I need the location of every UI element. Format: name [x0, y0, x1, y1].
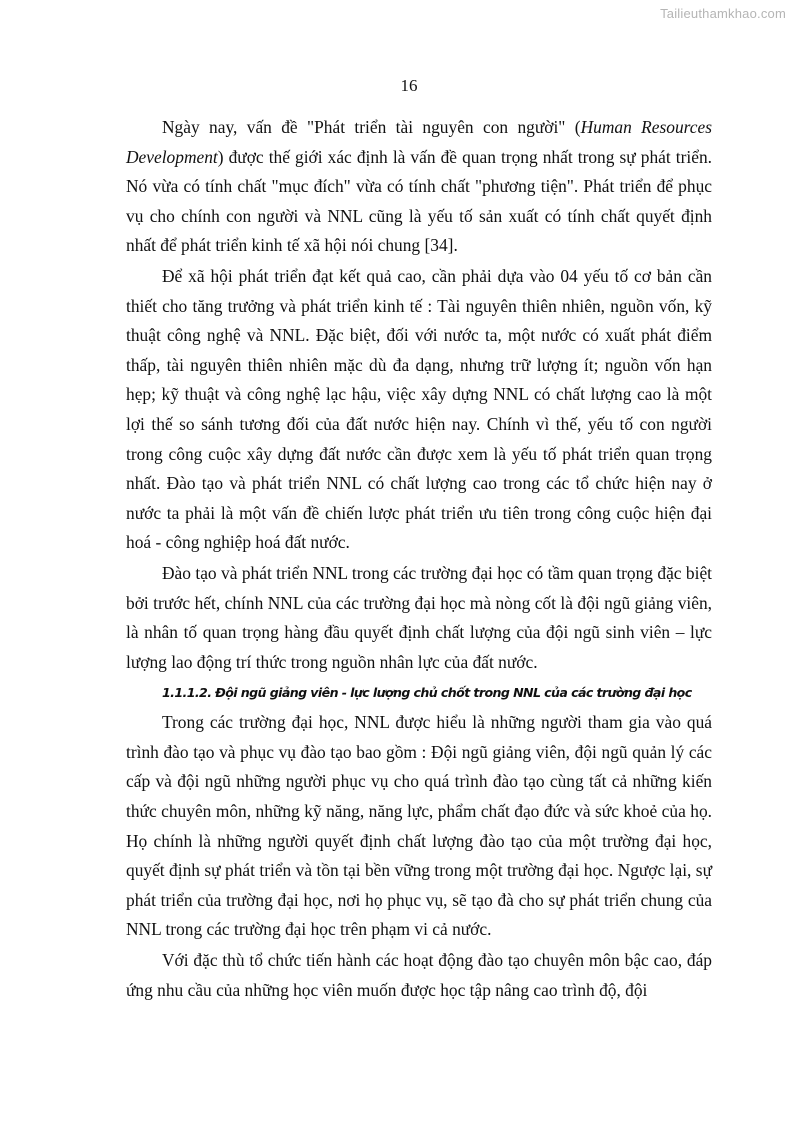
section-heading: 1.1.1.2. Đội ngũ giảng viên - lực lượng chủ chốt trong NNL của các trường đại học — [162, 685, 692, 701]
page-number: 16 — [400, 76, 418, 95]
paragraph-1 — [126, 113, 712, 261]
watermark: Tailieuthamkhao.com — [660, 6, 786, 21]
paragraph-5: Với đặc thù tổ chức tiến hành các hoạt động đào tạo chuyên môn bậc cao, đáp ứng nhu cầu của những học viên muốn được học tập nâng cao trình độ, đội — [126, 950, 712, 1000]
paragraph-1-text-end: ) được thế giới xác định là vấn đề quan trọng nhất trong sự phát triển. Nó vừa có tính chất "mục đích" vừa có tính chất "phương tiện". Phát triển để phục vụ cho chính con người và NNL cũng là yếu tố sản xuất có tính chất quyết định nhất để phát triển kinh tế xã hội nói chung [34]. — [126, 146, 712, 256]
paragraph-2: Để xã hội phát triển đạt kết quả cao, cần phải dựa vào 04 yếu tố cơ bản cần thiết cho tăng trưởng và phát triển kinh tế : Tài nguyên thiên nhiên, nguồn vốn, kỹ thuật công nghệ và NNL. Đặc biệt, đối với nước ta, một nước có xuất phát điểm thấp, tài nguyên thiên nhiên mặc dù đa dạng, nhưng trữ lượng ít; nguồn vốn hạn hẹp; kỹ thuật và công nghệ lạc hậu, việc xây dựng NNL có chất lượng cao là một lợi thế so sánh tương đối của đất nước hiện nay. Chính vì thế, yếu tố con người trong công cuộc xây dựng đất nước cần được xem là yếu tố phát triển quan trọng nhất. Đào tạo và phát triển NNL có chất lượng cao trong các tổ chức hiện nay ở nước ta phải là một vấn đề chiến lược phát triển ưu tiên trong công cuộc hiện đại hoá - công nghiệp hoá đất nước. — [126, 265, 712, 553]
paragraph-1-text-start: Ngày nay, vấn đề "Phát triển tài nguyên con người" ( — [162, 117, 581, 137]
paragraph-3: Đào tạo và phát triển NNL trong các trường đại học có tầm quan trọng đặc biệt bởi trước hết, chính NNL của các trường đại học mà nòng cốt là đội ngũ giảng viên, là nhân tố quan trọng hàng đầu quyết định chất lượng của đội ngũ sinh viên – lực lượng lao động trí thức trong nguồn nhân lực của đất nước. — [126, 562, 712, 672]
paragraph-4: Trong các trường đại học, NNL được hiểu là những người tham gia vào quá trình đào tạo và phục vụ đào tạo bao gồm : Đội ngũ giảng viên, đội ngũ quản lý các cấp và đội ngũ những người phục vụ cho quá trình đào tạo cùng tất cả những kiến thức chuyên môn, những kỹ năng, năng lực, phẩm chất đạo đức và sức khoẻ của họ. Họ chính là những người quyết định chất lượng đào tạo của một trường đại học, quyết định sự phát triển và tồn tại bền vững trong một trường đại học. Ngược lại, sự phát triển của trường đại học, nơi họ phục vụ, sẽ tạo đà cho sự phát triển chung của NNL trong các trường đại học trên phạm vi cả nước. — [126, 712, 712, 940]
paragraph-1-italic-term: Human Resources Development — [126, 117, 712, 167]
document-body — [126, 113, 712, 1005]
